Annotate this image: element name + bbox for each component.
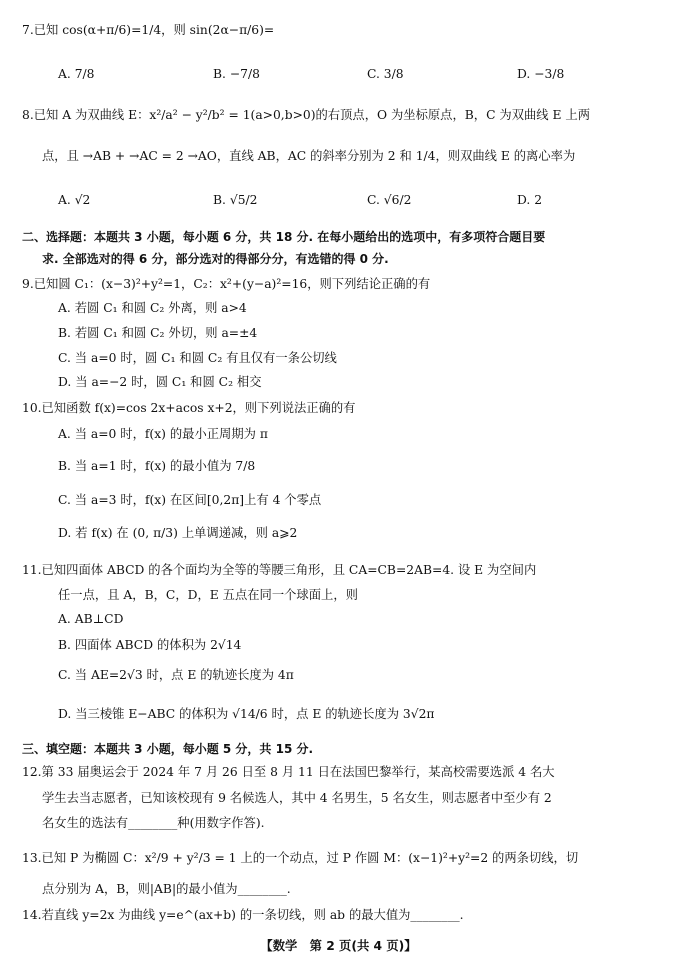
q12-line-3: 名女生的选法有________种(用数字作答). — [42, 816, 265, 830]
q8-option-b: B. √5/2 — [213, 193, 258, 207]
q12-line-1: 12.第 33 届奥运会于 2024 年 7 月 26 日至 8 月 11 日在法国巴黎举行，某高校需要选派 4 名大 — [22, 765, 555, 779]
q9-option-b: B. 若圆 C₁ 和圆 C₂ 外切，则 a=±4 — [58, 326, 258, 340]
q8-line-1: 8.已知 A 为双曲线 E：x²/a² − y²/b² = 1(a>0,b>0)的右顶点，O 为坐标原点，B，C 为双曲线 E 上两 — [22, 108, 590, 122]
q9-option-a: A. 若圆 C₁ 和圆 C₂ 外离，则 a>4 — [58, 301, 247, 315]
q10-option-d: D. 若 f(x) 在 (0, π/3) 上单调递减，则 a⩾2 — [58, 526, 298, 540]
q11-option-c: C. 当 AE=2√3 时，点 E 的轨迹长度为 4π — [58, 668, 294, 682]
q10-option-b: B. 当 a=1 时，f(x) 的最小值为 7/8 — [58, 459, 256, 473]
q8-line-2: 点，且 →AB + →AC = 2 →AO，直线 AB，AC 的斜率分别为 2 和 1/4，则双曲线 E 的离心率为 — [42, 149, 576, 163]
q7-option-b: B. −7/8 — [213, 67, 260, 81]
q7-stem: 7.已知 cos(α+π/6)=1/4，则 sin(2α−π/6)= — [22, 23, 275, 37]
q9-option-d: D. 当 a=−2 时，圆 C₁ 和圆 C₂ 相交 — [58, 375, 262, 389]
q13-line-2: 点分别为 A，B，则|AB|的最小值为________. — [42, 882, 291, 896]
section-3-heading: 三、填空题：本题共 3 小题，每小题 5 分，共 15 分. — [22, 742, 314, 756]
section-2-heading-line-2: 求. 全部选对的得 6 分，部分选对的得部分分，有选错的得 0 分. — [42, 252, 389, 266]
q7-option-a: A. 7/8 — [58, 67, 95, 81]
q7-option-c: C. 3/8 — [367, 67, 404, 81]
q8-option-c: C. √6/2 — [367, 193, 412, 207]
q10-option-c: C. 当 a=3 时，f(x) 在区间[0,2π]上有 4 个零点 — [58, 493, 322, 507]
q9-stem: 9.已知圆 C₁：(x−3)²+y²=1，C₂：x²+(y−a)²=16，则下列结论正确的有 — [22, 277, 431, 291]
q11-option-b: B. 四面体 ABCD 的体积为 2√14 — [58, 638, 242, 652]
q14-line-1: 14.若直线 y=2x 为曲线 y=e^(ax+b) 的一条切线，则 ab 的最大值为________. — [22, 908, 464, 922]
page-footer: 【数学 第 2 页(共 4 页)】 — [260, 939, 417, 953]
q8-option-d: D. 2 — [517, 193, 543, 207]
q11-option-a: A. AB⊥CD — [58, 612, 124, 626]
section-2-heading-line-1: 二、选择题：本题共 3 小题，每小题 6 分，共 18 分. 在每小题给出的选项中，有多项符合题目要 — [22, 230, 546, 244]
q12-line-2: 学生去当志愿者，已知该校现有 9 名候选人，其中 4 名男生，5 名女生，则志愿者中至少有 2 — [42, 791, 552, 805]
q11-line-2: 任一点，且 A，B，C，D，E 五点在同一个球面上，则 — [58, 588, 358, 602]
q8-option-a: A. √2 — [58, 193, 91, 207]
q7-option-d: D. −3/8 — [517, 67, 565, 81]
q9-option-c: C. 当 a=0 时，圆 C₁ 和圆 C₂ 有且仅有一条公切线 — [58, 351, 337, 365]
q11-option-d: D. 当三棱锥 E−ABC 的体积为 √14/6 时，点 E 的轨迹长度为 3√2π — [58, 707, 435, 721]
q11-line-1: 11.已知四面体 ABCD 的各个面均为全等的等腰三角形，且 CA=CB=2AB=4. 设 E 为空间内 — [22, 563, 537, 577]
q10-stem: 10.已知函数 f(x)=cos 2x+acos x+2，则下列说法正确的有 — [22, 401, 356, 415]
q13-line-1: 13.已知 P 为椭圆 C：x²/9 + y²/3 = 1 上的一个动点，过 P 作圆 M：(x−1)²+y²=2 的两条切线，切 — [22, 851, 579, 865]
q10-option-a: A. 当 a=0 时，f(x) 的最小正周期为 π — [58, 427, 268, 441]
